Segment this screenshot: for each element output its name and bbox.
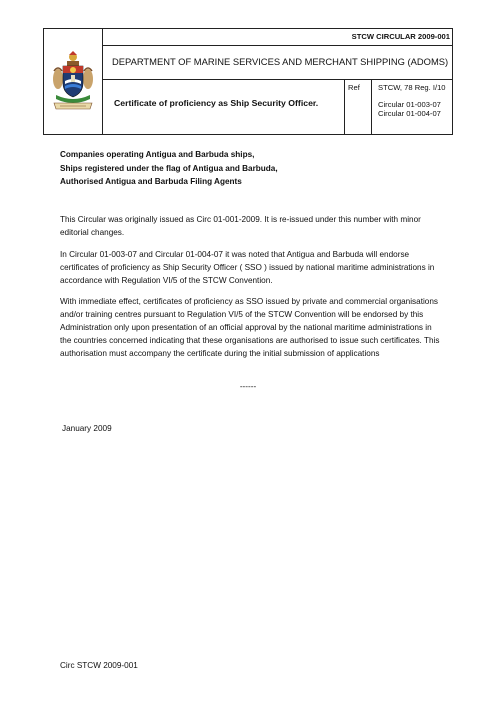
ref-list	[378, 83, 453, 118]
section-separator: ------	[239, 382, 257, 391]
coat-of-arms-icon	[50, 51, 96, 111]
addressee-filing-agents: Authorised Antigua and Barbuda Filing Agents	[60, 177, 242, 186]
header-divider-subject	[344, 79, 345, 135]
addressee-block	[60, 148, 440, 189]
page-footer: Circ STCW 2009-001	[60, 661, 138, 670]
header-rule-mid	[102, 79, 453, 80]
header-divider-ref	[371, 79, 372, 135]
circular-id: STCW CIRCULAR 2009-001	[351, 32, 450, 41]
paragraph-reissue: This Circular was originally issued as Circ 01-001-2009. It is re-issued under this number with minor editorial changes.	[60, 215, 421, 237]
issue-date: January 2009	[62, 424, 112, 433]
paragraph-requirement: With immediate effect, certificates of proficiency as SSO issued by private and commercial organisations and/or training centres pursuant to Regulation VI/5 of the STCW Convention will be endorsed by this Administration only upon presentation of an official approval by the national maritime administrations in the countries concerned indicating that these organisations are authorised to issue such certificates. This authorisation must accompany the certificate during the initial submission of applications	[60, 297, 440, 358]
circular-subject: Certificate of proficiency as Ship Security Officer.	[114, 98, 319, 108]
department-name: DEPARTMENT OF MARINE SERVICES AND MERCHANT SHIPPING (ADOMS)	[112, 56, 449, 67]
ref-regulation: STCW, 78 Reg. I/10	[378, 83, 446, 92]
ref-label: Ref	[348, 83, 360, 92]
ref-circular-1: Circular 01-003-07	[378, 100, 441, 109]
header-rule-top	[102, 45, 453, 46]
circular-header-table	[43, 28, 453, 135]
addressee-companies: Companies operating Antigua and Barbuda ships,	[60, 150, 255, 159]
ref-circular-2: Circular 01-004-07	[378, 109, 441, 118]
paragraph-background: In Circular 01-003-07 and Circular 01-004-07 it was noted that Antigua and Barbuda will endorse certificates of proficiency as Ship Security Officer ( SSO ) issued by national maritime administrations in accordance with Regulation VI/5 of the STCW Convention.	[60, 250, 435, 285]
addressee-ships: Ships registered under the flag of Antigua and Barbuda,	[60, 163, 278, 173]
